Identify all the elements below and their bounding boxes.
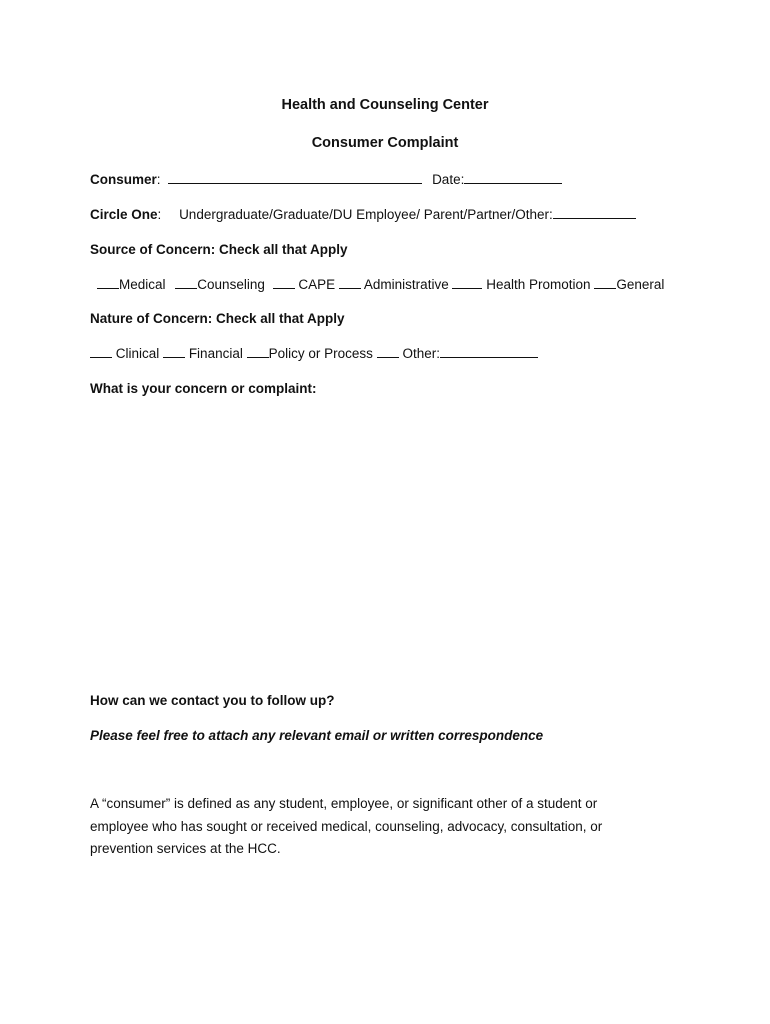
consumer-name-field[interactable]: [168, 171, 422, 184]
circle-one-row: [90, 206, 636, 224]
consumer-definition: A “consumer” is defined as any student, employee, or significant other of a student or employee who has sought or received medical, counseling, advocacy, consultation, or prevention services at the HCC.: [90, 796, 603, 856]
circle-one-label: Circle One: [90, 207, 158, 222]
nature-financial-checkbox[interactable]: [163, 345, 185, 358]
source-administrative-checkbox[interactable]: [339, 276, 361, 289]
source-health-promotion-label: Health Promotion: [486, 277, 591, 292]
source-administrative-label: Administrative: [363, 277, 449, 292]
source-medical-checkbox[interactable]: [97, 276, 119, 289]
nature-clinical-checkbox[interactable]: [90, 345, 112, 358]
document-subtitle: Consumer Complaint: [311, 135, 459, 151]
concern-question: What is your concern or complaint:: [90, 381, 317, 396]
nature-financial-label: Financial: [188, 346, 243, 361]
source-counseling-checkbox[interactable]: [175, 276, 197, 289]
consumer-colon: :: [156, 172, 161, 187]
nature-heading: Nature of Concern: Check all that Apply: [90, 311, 345, 326]
nature-other-label: Other:: [402, 346, 440, 361]
circle-one-other-field[interactable]: [553, 206, 636, 219]
nature-other-checkbox[interactable]: [377, 345, 399, 358]
attach-note: Please feel free to attach any relevant email or written correspondence: [90, 728, 544, 743]
source-cape-checkbox[interactable]: [273, 276, 295, 289]
nature-other-field[interactable]: [440, 345, 538, 358]
nature-clinical-label: Clinical: [115, 346, 160, 361]
circle-one-colon: :: [157, 207, 162, 222]
source-general-label: General: [616, 277, 665, 292]
consumer-row: [90, 171, 562, 189]
source-heading: Source of Concern: Check all that Apply: [90, 242, 348, 257]
nature-policy-checkbox[interactable]: [247, 345, 269, 358]
source-options-row: [97, 276, 664, 294]
date-label: Date:: [432, 172, 465, 187]
nature-policy-label: Policy or Process: [268, 346, 373, 361]
consumer-label: Consumer: [90, 172, 157, 187]
source-medical-label: Medical: [119, 277, 166, 292]
source-general-checkbox[interactable]: [594, 276, 616, 289]
source-cape-label: CAPE: [298, 277, 336, 292]
document-title: Health and Counseling Center: [281, 97, 489, 113]
concern-response-area[interactable]: [90, 402, 670, 682]
nature-options-row: [90, 345, 538, 363]
contact-question: How can we contact you to follow up?: [90, 693, 335, 708]
source-health-promotion-checkbox[interactable]: [452, 276, 482, 289]
date-field[interactable]: [464, 171, 562, 184]
source-counseling-label: Counseling: [197, 277, 265, 292]
circle-one-options[interactable]: Undergraduate/Graduate/DU Employee/ Parent/Partner/Other:: [179, 207, 553, 222]
